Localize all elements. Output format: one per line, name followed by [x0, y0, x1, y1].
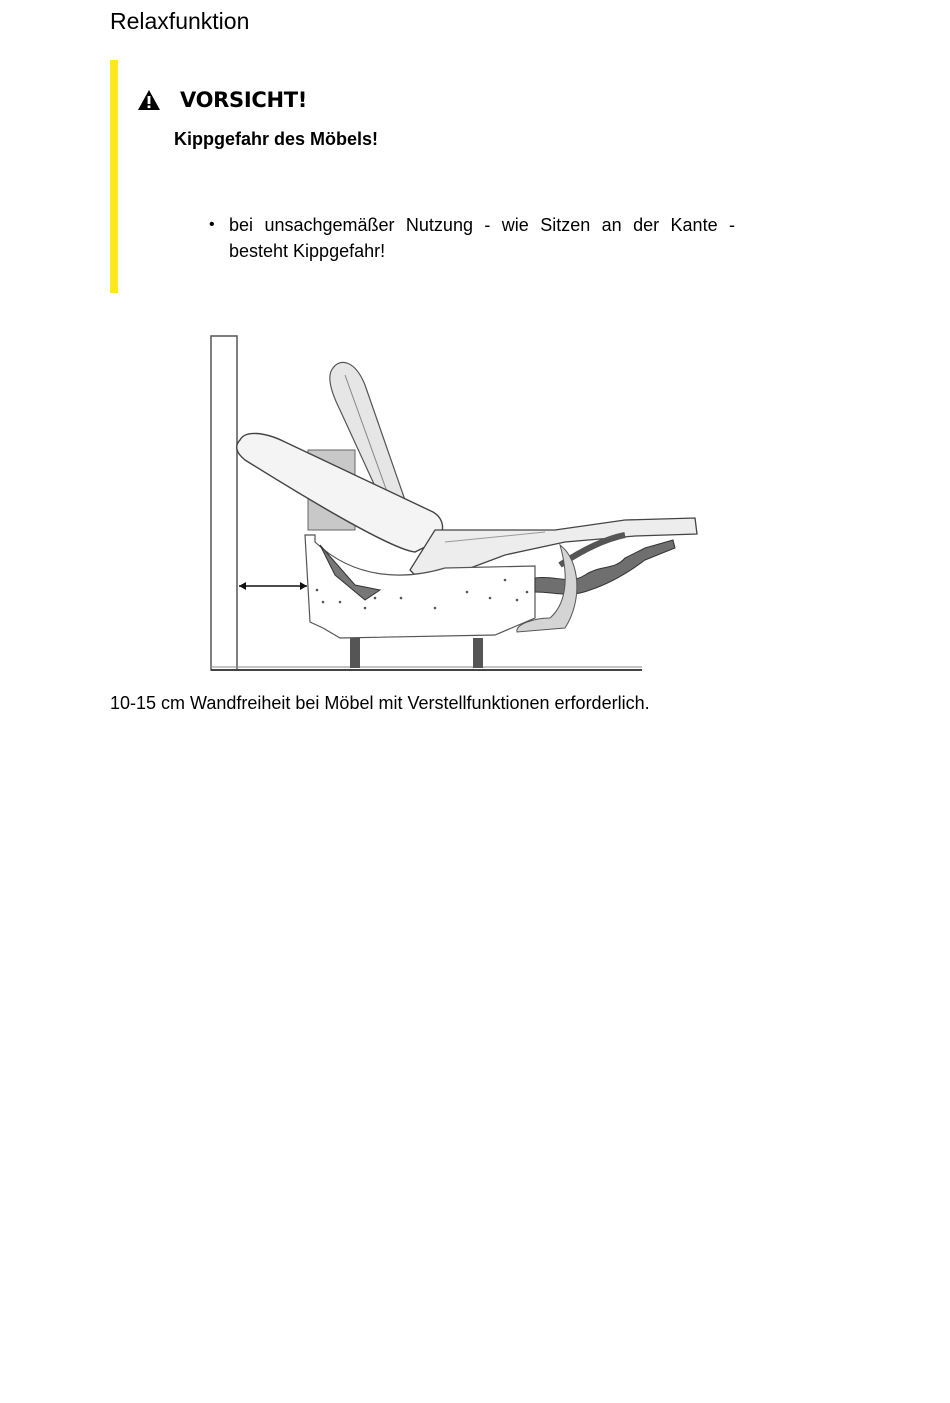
warning-triangle-icon	[137, 89, 161, 111]
caution-box	[110, 60, 750, 293]
caution-header	[137, 86, 307, 114]
footrest-linkage	[535, 540, 675, 594]
front-leg	[350, 638, 360, 668]
caution-list-item	[205, 212, 735, 264]
caution-label: VORSICHT!	[180, 88, 308, 112]
caution-list-item-text: bei unsachgemäßer Nutzung - wie Sitzen an der Kante - besteht Kippgefahr!	[229, 215, 735, 261]
recliner-wall-clearance-illustration	[205, 330, 705, 678]
rear-leg	[473, 638, 483, 668]
bullet-icon: •	[209, 216, 215, 233]
wall	[211, 336, 237, 670]
caution-subtitle: Kippgefahr des Möbels!	[174, 129, 379, 149]
figure-caption: 10-15 cm Wandfreiheit bei Möbel mit Verstellfunktionen erforderlich.	[110, 693, 650, 713]
section-title: Relaxfunktion	[110, 8, 250, 34]
caution-accent-bar	[110, 60, 118, 293]
caution-list	[205, 212, 735, 264]
